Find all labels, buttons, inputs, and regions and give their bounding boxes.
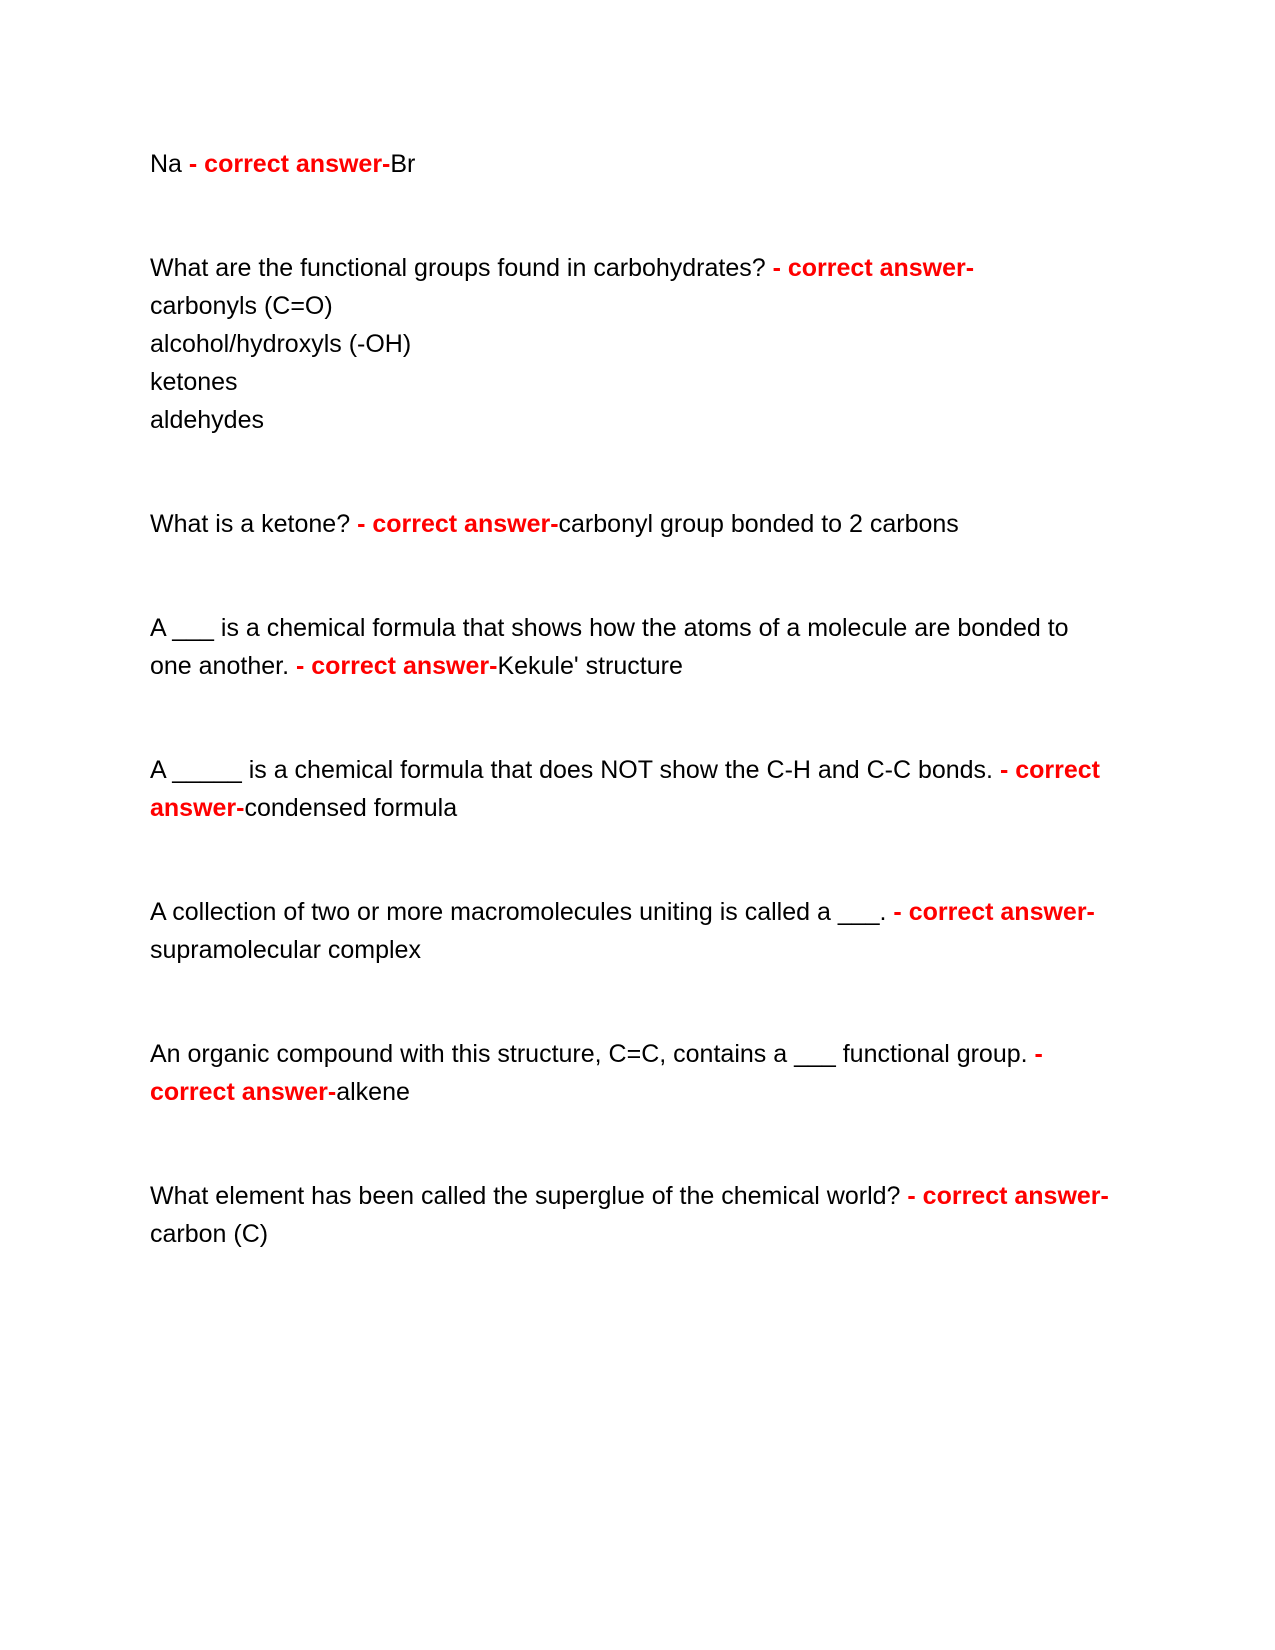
question-text: A ___ is a chemical formula that shows how the atoms of a molecule are bonded to one another.: [150, 614, 1069, 680]
answer-text: alkene: [336, 1078, 410, 1106]
qa-item-6: [150, 893, 1110, 969]
qa-text: [150, 145, 1110, 183]
qa-item-2: [150, 249, 1110, 439]
qa-text: [150, 751, 1110, 827]
answer-marker: - correct answer-: [150, 1040, 1043, 1106]
qa-text: [150, 249, 1110, 325]
question-text: Na: [150, 150, 189, 178]
question-text: What element has been called the superglue of the chemical world?: [150, 1182, 908, 1210]
answer-text: carbonyl group bonded to 2 carbons: [558, 510, 959, 538]
qa-item-3: [150, 505, 1110, 543]
answer-text: carbonyls (C=O): [150, 292, 333, 320]
answer-marker: - correct answer-: [150, 756, 1100, 822]
qa-item-8: [150, 1177, 1110, 1253]
answer-text: condensed formula: [244, 794, 458, 822]
question-text: An organic compound with this structure, C=C, contains a ___ functional group.: [150, 1040, 1035, 1068]
qa-item-5: [150, 751, 1110, 827]
answer-text: carbon (C): [150, 1220, 269, 1248]
document-page: [150, 145, 1110, 1253]
answer-text: Kekule' structure: [497, 652, 683, 680]
answer-marker: - correct answer-: [188, 150, 391, 178]
answer-extra-line: ketones: [150, 368, 238, 396]
question-text: What are the functional groups found in carbohydrates?: [150, 254, 773, 282]
qa-item-4: [150, 609, 1110, 685]
answer-marker: - correct answer-: [295, 652, 498, 680]
qa-text: [150, 1035, 1110, 1111]
question-text: A collection of two or more macromolecules uniting is called a ___.: [150, 898, 894, 926]
qa-text: [150, 609, 1110, 685]
answer-marker: - correct answer-: [772, 254, 975, 282]
answer-text: Br: [390, 150, 416, 178]
question-text: What is a ketone?: [150, 510, 358, 538]
answer-text: supramolecular complex: [150, 936, 421, 964]
qa-text: [150, 1177, 1110, 1253]
answer-marker: - correct answer-: [893, 898, 1095, 926]
qa-text: [150, 505, 1110, 543]
qa-item-1: [150, 145, 1110, 183]
qa-text: [150, 893, 1110, 969]
answer-extra-line: alcohol/hydroxyls (-OH): [150, 330, 412, 358]
qa-item-7: [150, 1035, 1110, 1111]
answer-extra-line: aldehydes: [150, 406, 264, 434]
question-text: A _____ is a chemical formula that does NOT show the C-H and C-C bonds.: [150, 756, 1000, 784]
answer-marker: - correct answer-: [907, 1182, 1109, 1210]
answer-marker: - correct answer-: [357, 510, 559, 538]
